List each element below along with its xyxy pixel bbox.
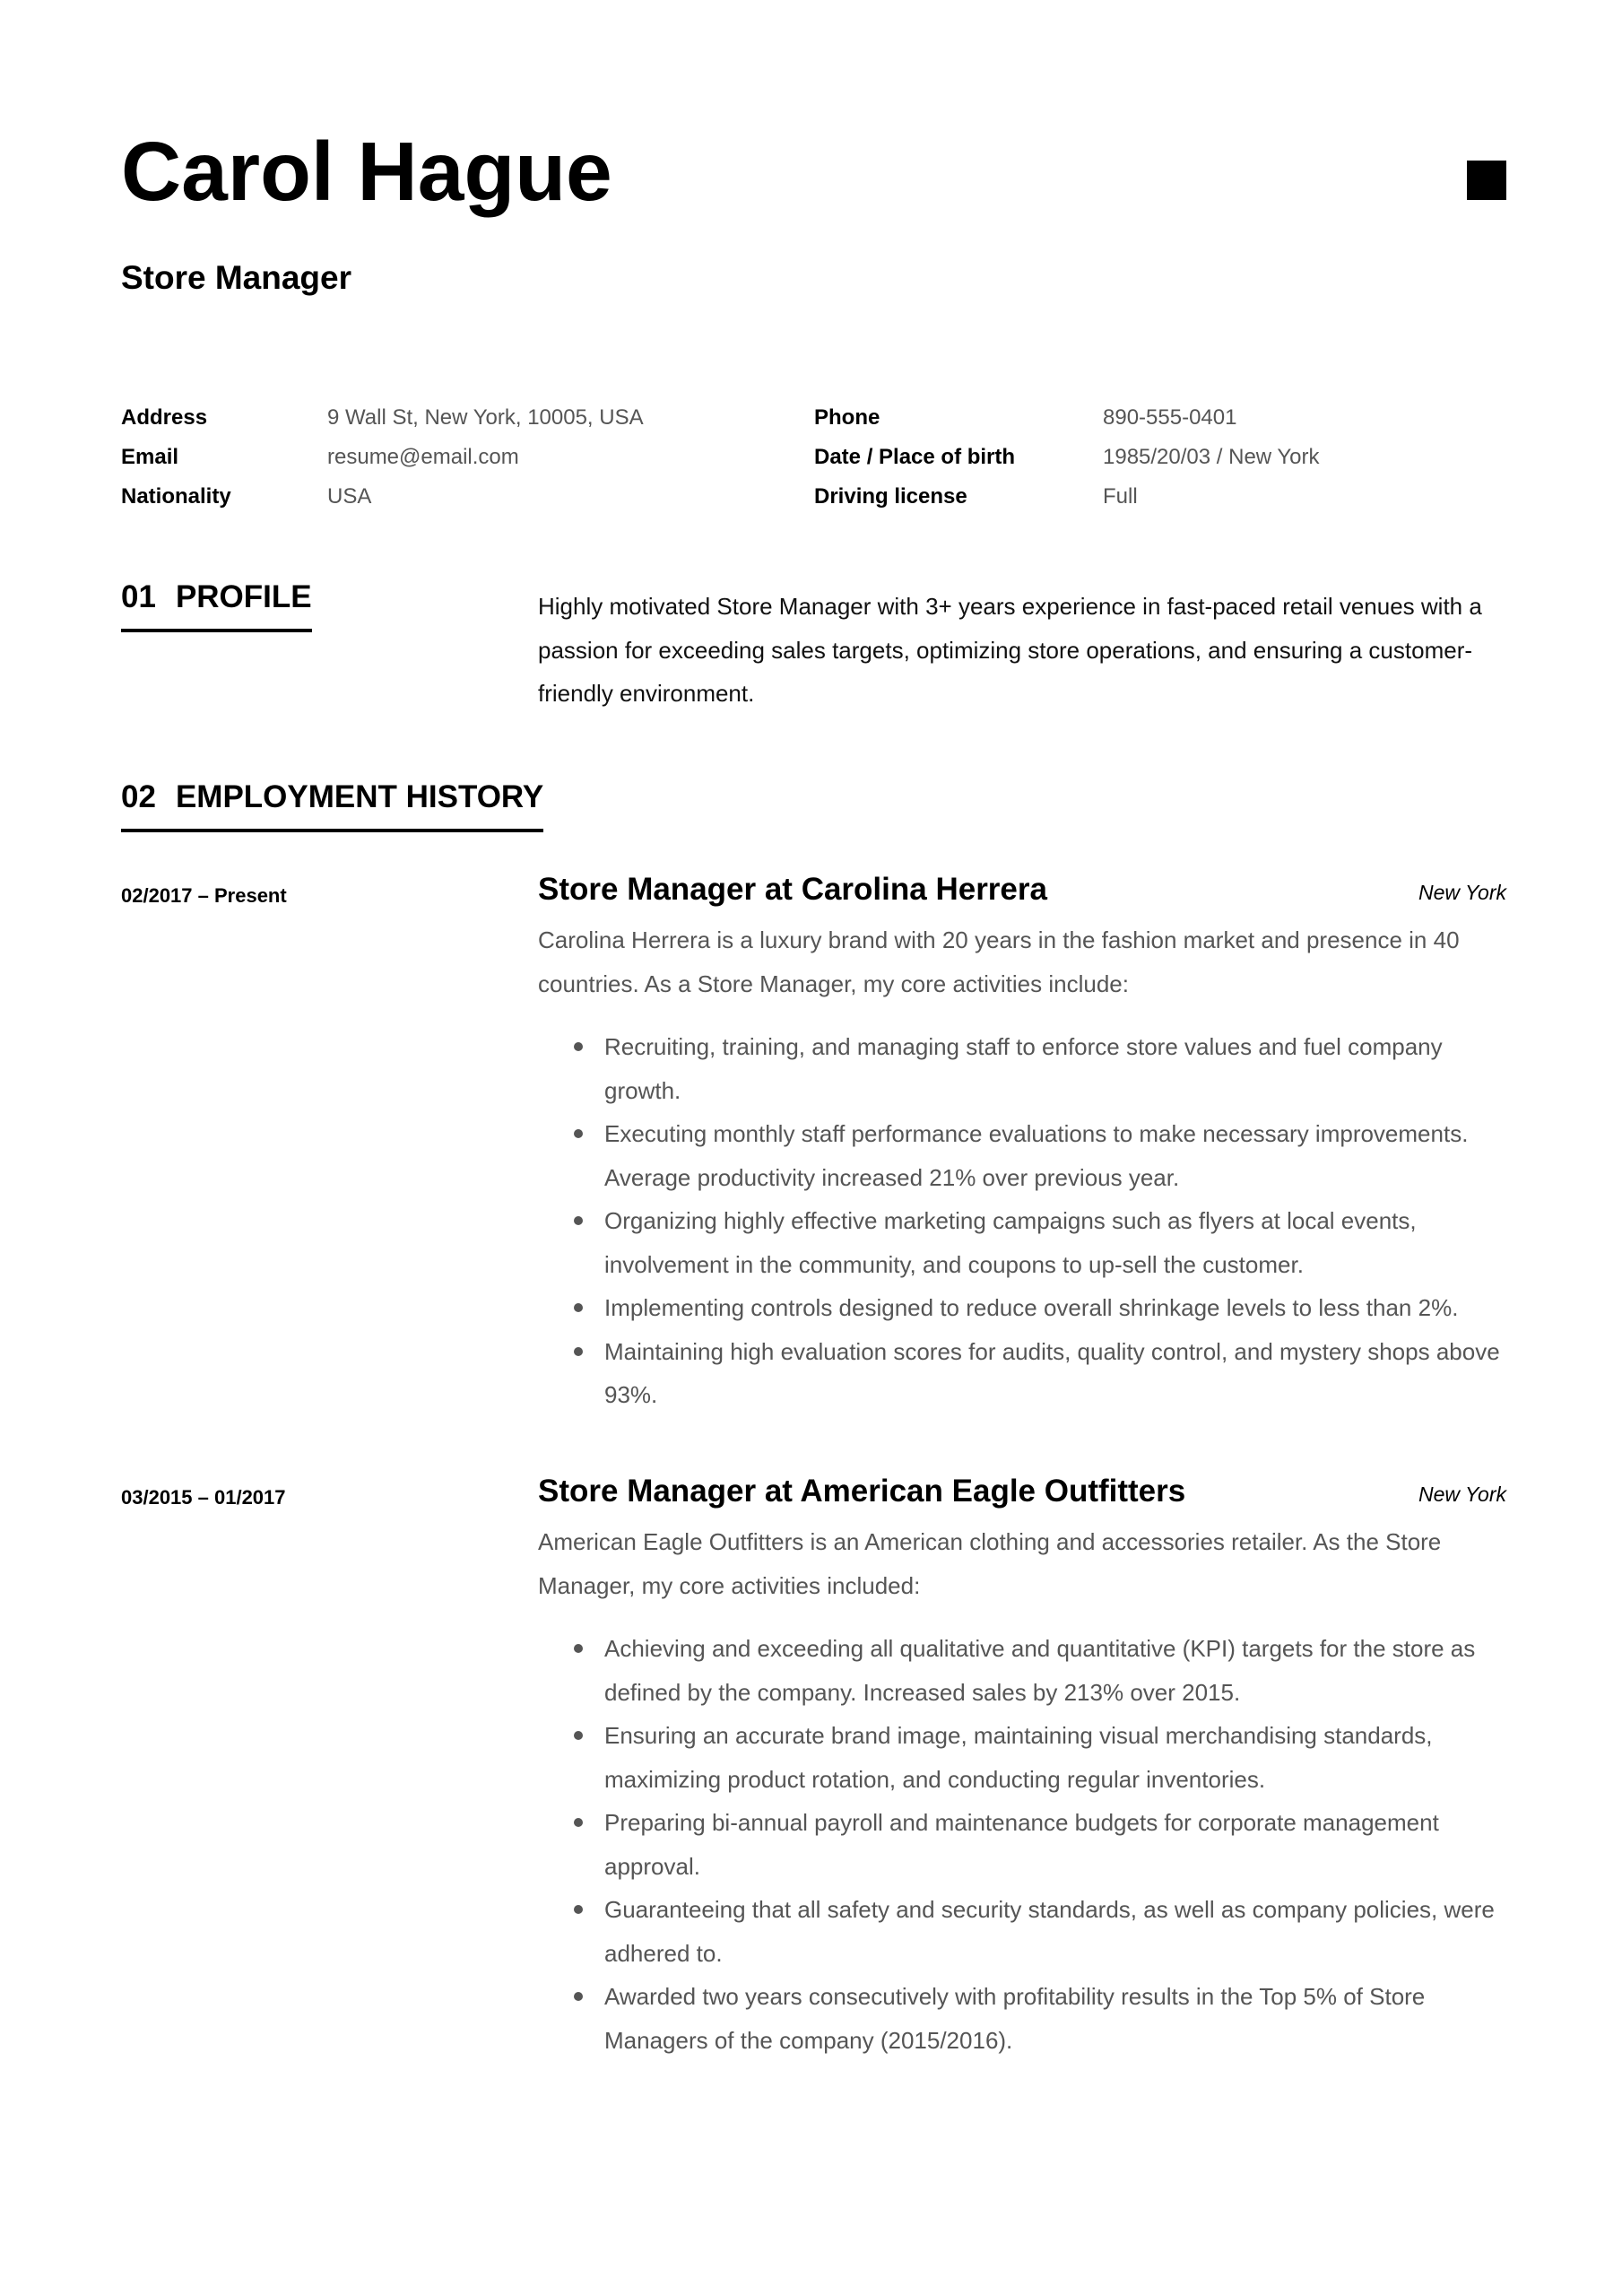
- bullet-icon: [574, 1818, 583, 1827]
- job-description: American Eagle Outfitters is an American clothing and accessories retailer. As the Store Manager, my core activities included:: [538, 1528, 1442, 1599]
- candidate-title: Store Manager: [121, 259, 352, 296]
- list-item: [604, 1714, 1506, 1801]
- bullet-icon: [574, 1644, 583, 1653]
- bullet-text: Guaranteeing that all safety and security standards, as well as company policies, were adhered to.: [604, 1896, 1495, 1967]
- section-title: EMPLOYMENT HISTORY: [175, 779, 544, 814]
- birth-value: 1985/20/03 / New York: [1103, 445, 1320, 469]
- bullet-text: Awarded two years consecutively with profitability results in the Top 5% of Store Managers of the company (2015/2016).: [604, 1983, 1426, 2054]
- bullet-text: Maintaining high evaluation scores for audits, quality control, and mystery shops above 93%.: [604, 1337, 1500, 1408]
- bullet-text: Ensuring an accurate brand image, maintaining visual merchandising standards, maximizing product rotation, and conducting regular inventories.: [604, 1722, 1433, 1793]
- profile-text: Highly motivated Store Manager with 3+ years experience in fast-paced retail venues with a passion for exceeding sales targets, optimizing store operations, and ensuring a customer-friendly environment.: [538, 593, 1482, 707]
- bullet-text: Organizing highly effective marketing campaigns such as flyers at local events, involvement in the community, and coupons to up-sell the customer.: [604, 1207, 1417, 1278]
- bullet-icon: [574, 1731, 583, 1740]
- profile-heading: [121, 578, 312, 632]
- bullet-text: Executing monthly staff performance evaluations to make necessary improvements. Average productivity increased 21% over previous year.: [604, 1120, 1469, 1191]
- bullet-text: Preparing bi-annual payroll and maintenance budgets for corporate management approval.: [604, 1809, 1439, 1880]
- list-item: [604, 1627, 1506, 1714]
- employment-heading: [121, 778, 543, 832]
- job-dates: 02/2017 – Present: [121, 884, 287, 907]
- email-label: Email: [121, 445, 179, 469]
- list-item: [604, 1888, 1506, 1975]
- job-bullet-list: [538, 1627, 1506, 2062]
- job-details: [538, 1474, 1506, 2062]
- address-value: 9 Wall St, New York, 10005, USA: [327, 405, 644, 430]
- section-number: 02: [121, 779, 156, 814]
- job-dates: 03/2015 – 01/2017: [121, 1486, 286, 1509]
- section-title: PROFILE: [175, 579, 312, 614]
- job-title: Store Manager at American Eagle Outfitters: [538, 1474, 1186, 1509]
- bullet-text: Recruiting, training, and managing staff to enforce store values and fuel company growth.: [604, 1033, 1443, 1104]
- job-title: Store Manager at Carolina Herrera: [538, 872, 1047, 907]
- job-details: [538, 872, 1506, 1417]
- bullet-icon: [574, 1905, 583, 1914]
- nationality-value: USA: [327, 484, 372, 509]
- list-item: [604, 1112, 1506, 1199]
- birth-label: Date / Place of birth: [814, 445, 1016, 469]
- bullet-text: Implementing controls designed to reduce overall shrinkage levels to less than 2%.: [604, 1294, 1459, 1321]
- job-city: New York: [1418, 1483, 1506, 1506]
- license-label: Driving license: [814, 484, 967, 509]
- bullet-icon: [574, 1129, 583, 1138]
- list-item: [604, 1975, 1506, 2062]
- section-number: 01: [121, 579, 156, 614]
- bullet-icon: [574, 1347, 583, 1356]
- license-value: Full: [1103, 484, 1138, 509]
- bullet-icon: [574, 1992, 583, 2001]
- phone-label: Phone: [814, 405, 880, 430]
- list-item: [604, 1199, 1506, 1286]
- bullet-icon: [574, 1216, 583, 1225]
- nationality-label: Nationality: [121, 484, 231, 509]
- square-icon: [1467, 161, 1506, 200]
- address-label: Address: [121, 405, 208, 430]
- bullet-icon: [574, 1303, 583, 1312]
- job-heading: [538, 872, 1506, 917]
- detail-row: [121, 445, 1506, 481]
- list-item: [604, 1286, 1506, 1330]
- bullet-icon: [574, 1042, 583, 1051]
- detail-row: [121, 484, 1506, 520]
- list-item: [604, 1025, 1506, 1112]
- candidate-name: Carol Hague: [121, 125, 612, 218]
- list-item: [604, 1330, 1506, 1417]
- email-value: resume@email.com: [327, 445, 519, 469]
- job-description: Carolina Herrera is a luxury brand with 20 years in the fashion market and presence in 40 countries. As a Store Manager, my core activities include:: [538, 926, 1460, 997]
- list-item: [604, 1801, 1506, 1888]
- job-heading: [538, 1474, 1506, 1518]
- job-city: New York: [1418, 881, 1506, 904]
- phone-value: 890-555-0401: [1103, 405, 1237, 430]
- detail-row: [121, 405, 1506, 441]
- bullet-text: Achieving and exceeding all qualitative and quantitative (KPI) targets for the store as defined by the company. Increased sales by 213% over 2015.: [604, 1635, 1476, 1706]
- job-bullet-list: [538, 1025, 1506, 1417]
